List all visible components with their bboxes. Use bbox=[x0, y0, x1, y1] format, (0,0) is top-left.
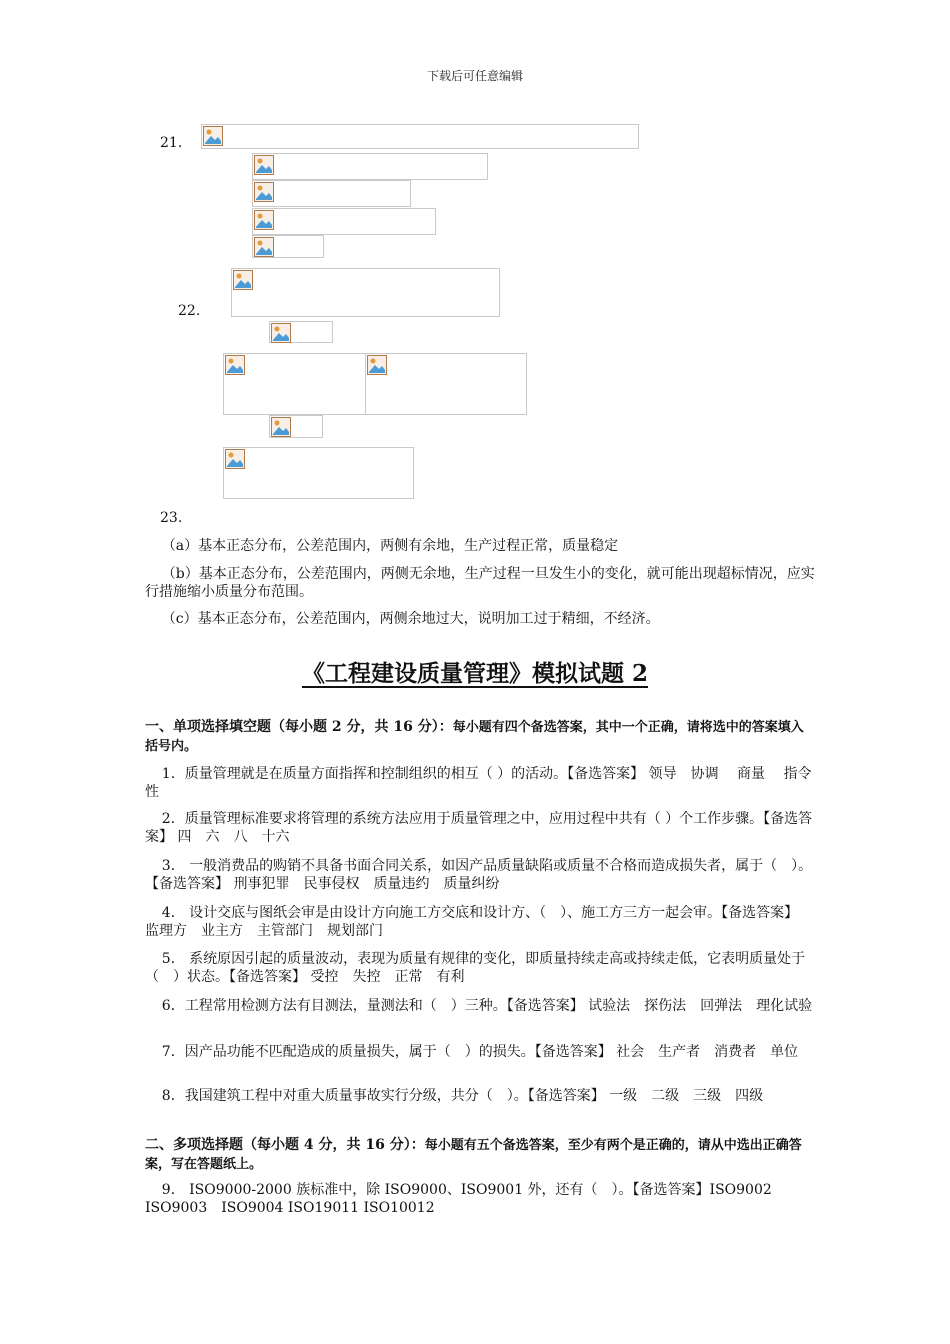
question-8: 8．我国建筑工程中对重大质量事故实行分级，共分（ ）。【备选答案】 一级 二级 三级 四级 bbox=[161, 1088, 764, 1104]
q22-left-image bbox=[223, 353, 366, 415]
q22-small-image-1 bbox=[269, 321, 333, 343]
q21-option-image-1 bbox=[252, 153, 488, 180]
question-6: 6．工程常用检测方法有目测法，量测法和（ ）三种。【备选答案】 试验法 探伤法 回弹法 理化试验 bbox=[161, 998, 813, 1014]
question-3: 3． 一般消费品的购销不具备书面合同关系，如因产品质量缺陷或质量不合格而造成损失者，属于（ ）。【备选答案】 刑事犯罪 民事侵权 质量违约 质量纠纷 bbox=[145, 858, 813, 892]
section-1-instruction: 每小题有四个备选答案，其中一个正确，请将选中的答案填入括号内。 bbox=[145, 720, 804, 754]
section-2-title: 二、多项选择题（每小题 4 分，共 16 分）： bbox=[145, 1137, 425, 1153]
broken-image-icon bbox=[225, 449, 245, 469]
q22-bottom-image bbox=[223, 447, 414, 499]
section-2-instruction: 每小题有五个备选答案，至少有两个是正确的，请从中选出正确答案，写在答题纸上。 bbox=[145, 1138, 802, 1172]
broken-image-icon bbox=[271, 417, 291, 437]
broken-image-icon bbox=[254, 155, 274, 175]
q21-option-image-2 bbox=[252, 180, 411, 207]
q23-answer-b: （b）基本正态分布，公差范围内，两侧无余地，生产过程一旦发生小的变化，就可能出现超标情况，应实行措施缩小质量分布范围。 bbox=[145, 566, 815, 600]
q21-option-image-3 bbox=[252, 208, 436, 235]
question-23-label: 23. bbox=[160, 510, 183, 526]
question-2: 2．质量管理标准要求将管理的系统方法应用于质量管理之中，应用过程中共有（ ）个工作步骤。【备选答案】 四 六 八 十六 bbox=[145, 811, 813, 845]
broken-image-icon bbox=[203, 126, 223, 146]
section-2-heading bbox=[145, 1136, 815, 1174]
section-1-title: 一、单项选择填空题（每小题 2 分，共 16 分）： bbox=[145, 719, 453, 735]
broken-image-icon bbox=[225, 355, 245, 375]
exam-title: 《工程建设质量管理》模拟试题 2 bbox=[301, 660, 648, 687]
broken-image-icon bbox=[367, 355, 387, 375]
broken-image-icon bbox=[254, 237, 274, 257]
question-22-label: 22. bbox=[178, 303, 201, 319]
q22-formula-image bbox=[231, 268, 500, 317]
question-7: 7．因产品功能不匹配造成的质量损失，属于（ ）的损失。【备选答案】 社会 生产者 消费者 单位 bbox=[161, 1044, 799, 1060]
question-4: 4． 设计交底与图纸会审是由设计方向施工方交底和设计方、（ ）、施工方三方一起会审。【备选答案】 监理方 业主方 主管部门 规划部门 bbox=[145, 905, 799, 939]
broken-image-icon bbox=[254, 182, 274, 202]
page-header: 下载后可任意编辑 bbox=[426, 69, 523, 83]
q21-option-image-4 bbox=[252, 235, 324, 258]
q22-right-image bbox=[365, 353, 527, 415]
question-21-label: 21. bbox=[160, 135, 183, 151]
section-1-heading bbox=[145, 718, 815, 756]
question-5: 5． 系统原因引起的质量波动，表现为质量有规律的变化，即质量持续走高或持续走低，它表明质量处于（ ）状态。【备选答案】 受控 失控 正常 有利 bbox=[145, 951, 806, 985]
q21-formula-image bbox=[201, 124, 639, 149]
question-1: 1．质量管理就是在质量方面指挥和控制组织的相互（ ）的活动。【备选答案】 领导 协调 商量 指令性 bbox=[145, 766, 812, 800]
q22-small-image-2 bbox=[269, 415, 323, 438]
q23-answer-c: （c）基本正态分布，公差范围内，两侧余地过大，说明加工过于精细，不经济。 bbox=[161, 611, 660, 627]
q23-answer-a: （a）基本正态分布，公差范围内，两侧有余地，生产过程正常，质量稳定 bbox=[161, 538, 619, 554]
broken-image-icon bbox=[254, 210, 274, 230]
question-9: 9． ISO9000-2000 族标准中，除 ISO9000、ISO9001 外，还有（ ）。【备选答案】ISO9002 ISO9003 ISO9004 ISO19011 ISO10012 bbox=[145, 1182, 772, 1216]
broken-image-icon bbox=[271, 323, 291, 343]
broken-image-icon bbox=[233, 270, 253, 290]
